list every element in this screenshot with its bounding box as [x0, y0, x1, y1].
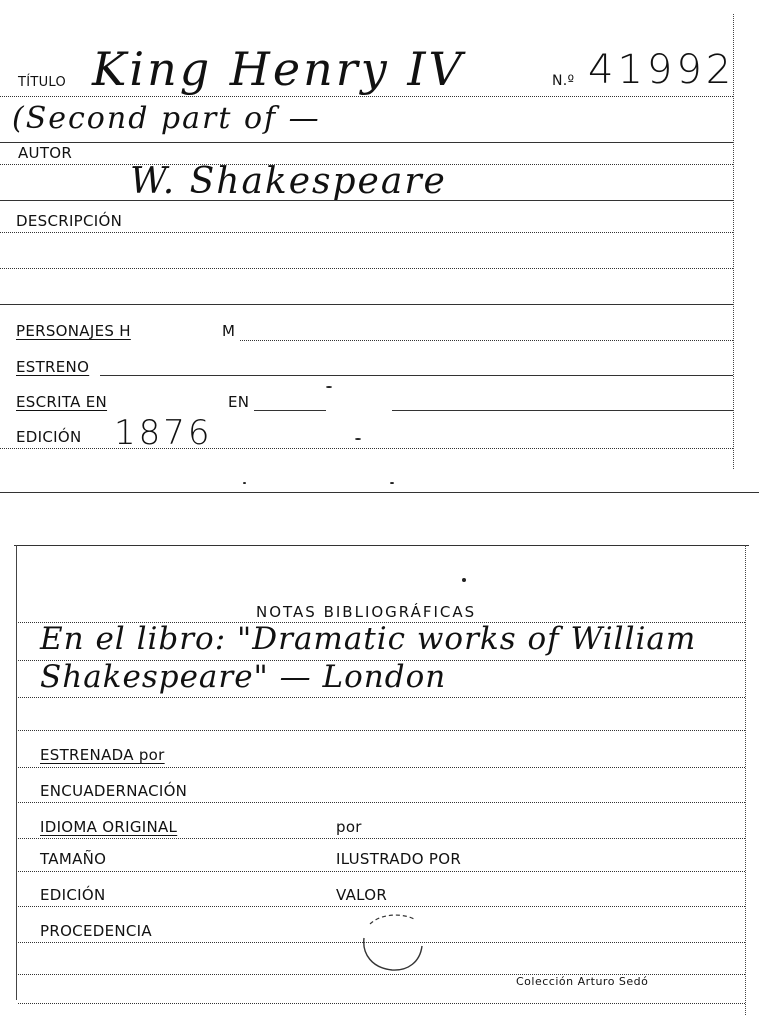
edicion-value: 1876 — [114, 413, 213, 453]
autor-rule-2 — [0, 200, 733, 201]
bottom-card-left-border — [16, 545, 17, 1000]
edicion2-label: EDICIÓN — [40, 886, 106, 904]
bottom-rule-2 — [18, 1003, 745, 1004]
bottom-card-top-border — [14, 545, 749, 546]
notas-line1: En el libro: "Dramatic works of William — [40, 621, 697, 657]
encuadernacion-label: ENCUADERNACIÓN — [40, 782, 188, 800]
estreno-label: ESTRENO — [16, 358, 90, 376]
en-label: EN — [228, 393, 250, 411]
numero-value: 41992 — [588, 47, 736, 93]
ilustrado-label: ILUSTRADO POR — [336, 850, 462, 868]
autor-value: W. Shakespeare — [130, 161, 447, 202]
titulo-value-line2: (Second part of — — [12, 101, 321, 136]
notas-line2: Shakespeare" — London — [40, 659, 447, 695]
stamp-mark — [356, 910, 430, 976]
escrita-rule-a — [254, 410, 326, 411]
titulo-label: TÍTULO — [18, 75, 67, 90]
bottom-card-right-border — [745, 545, 746, 1015]
notas-label: NOTAS BIBLIOGRÁFICAS — [256, 603, 477, 621]
numero-label: N.º — [552, 73, 575, 89]
descripcion-rule-2 — [0, 268, 733, 269]
por-label: por — [336, 818, 362, 836]
speck — [243, 482, 246, 484]
escrita-rule-b — [392, 410, 733, 411]
procedencia-label: PROCEDENCIA — [40, 922, 152, 940]
edicion-rule — [0, 448, 733, 449]
speck — [326, 386, 332, 388]
card-separator — [0, 492, 759, 493]
edicion-label: EDICIÓN — [16, 428, 82, 446]
edicion2-rule — [18, 906, 745, 907]
tamano-label: TAMAÑO — [40, 850, 107, 868]
escrita-label: ESCRITA EN — [16, 393, 108, 411]
titulo-value: King Henry IV — [92, 42, 465, 96]
descripcion-rule-3 — [0, 304, 733, 305]
speck — [462, 578, 466, 582]
encuadernacion-rule — [18, 802, 745, 803]
coleccion-text: Colección Arturo Sedó — [516, 975, 649, 988]
speck — [390, 482, 394, 484]
personajes-rule — [240, 340, 733, 341]
speck — [355, 438, 361, 440]
tamano-rule — [18, 871, 745, 872]
descripcion-rule-1 — [0, 232, 733, 233]
estrenada-rule — [18, 767, 745, 768]
notas-rule-3 — [18, 730, 745, 731]
autor-label: AUTOR — [18, 144, 73, 162]
idioma-label: IDIOMA ORIGINAL — [40, 818, 178, 836]
descripcion-label: DESCRIPCIÓN — [16, 212, 123, 230]
valor-label: VALOR — [336, 886, 388, 904]
notas-rule-2 — [18, 697, 745, 698]
idioma-rule — [18, 838, 745, 839]
titulo-line2-rule — [0, 142, 733, 143]
estrenada-label: ESTRENADA por — [40, 746, 165, 764]
personajes-m-label: M — [222, 322, 236, 340]
estreno-rule — [100, 375, 733, 376]
personajes-label: PERSONAJES H — [16, 322, 131, 340]
titulo-rule — [0, 96, 733, 97]
